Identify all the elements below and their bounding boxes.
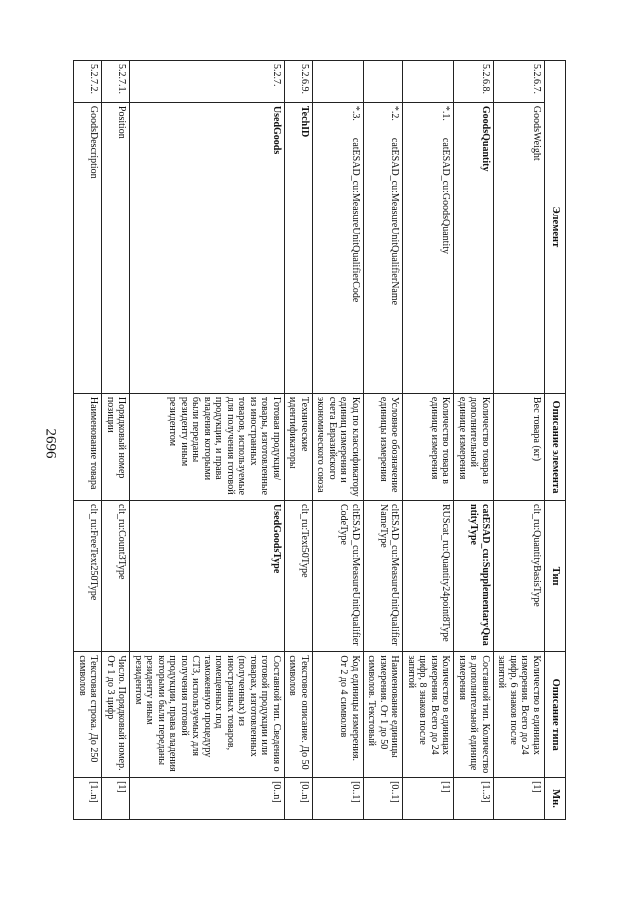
header-element-description: Описание элемента	[545, 393, 566, 500]
row-number	[403, 61, 454, 103]
element-description: Код по классификатору единиц измерения и счета Евразийского экономического союза	[313, 393, 364, 500]
header-type-description: Описание типа	[545, 652, 566, 778]
table-row	[130, 61, 285, 820]
multiplicity: [0..1]	[364, 778, 404, 820]
element-name: GoodsDescription	[88, 105, 100, 179]
table-row	[102, 61, 130, 820]
element-name: catESAD_cu:MeasureUnitQualifierCode	[350, 137, 361, 303]
type-description: Код единицы измерения. От 2 до 4 символов	[313, 652, 364, 778]
element-name-cell	[102, 102, 130, 393]
element-name-cell	[285, 102, 313, 393]
element-description: Количество товара в единице измерения	[403, 393, 454, 500]
type-description: Количество в единицах измерения. Всего до 24 цифр, 8 знаков после запятой	[403, 652, 454, 778]
multiplicity: [1]	[102, 778, 130, 820]
type-description: Количество в единицах измерения. Всего до 24 цифр, 6 знаков после запятой	[494, 652, 545, 778]
element-name: catESAD_cu:MeasureUnitQualifierName	[389, 137, 401, 306]
table-row	[285, 61, 313, 820]
sub-index: *.1.	[440, 105, 452, 121]
element-name-cell	[364, 102, 404, 393]
row-number: 5.2.7.1.	[102, 61, 130, 103]
multiplicity: [0..1]	[313, 778, 364, 820]
type-name: clt_ru:Count3Type	[102, 501, 130, 652]
table-header-row	[545, 61, 566, 820]
page-number: 2696	[42, 428, 59, 459]
type-name: clt_ru:Text50Type	[285, 501, 313, 652]
multiplicity: [1..3]	[454, 778, 494, 820]
element-description: Технические идентификаторы	[285, 393, 313, 500]
rotated-table-container	[77, 60, 566, 820]
type-name: clt_ru:FreeText250Type	[74, 501, 102, 652]
type-description: Число. Порядковый номер. От 1 до 3 цифр	[102, 652, 130, 778]
table-row	[364, 61, 404, 820]
element-name: GoodsWeight	[531, 105, 542, 161]
element-name-cell	[74, 102, 102, 393]
type-name: UsedGoodsType	[130, 501, 285, 652]
row-number: 5.2.6.8.	[454, 61, 494, 103]
element-description: Наименование товара	[74, 393, 102, 500]
element-description: Вес товара (кг)	[494, 393, 545, 500]
element-name: GoodsQuantity	[480, 105, 491, 172]
row-number: 5.2.7.	[130, 61, 285, 103]
sub-index: *.2.	[389, 105, 401, 121]
row-number	[364, 61, 404, 103]
type-description: Текстовое описание. До 50 символов	[285, 652, 313, 778]
element-description: Порядковый номер позиции	[102, 393, 130, 500]
type-name: cltESAD_cu:MeasureUnitQualifierCodeType	[313, 501, 364, 652]
element-name-cell	[403, 102, 454, 393]
element-name-cell	[454, 102, 494, 393]
element-name-cell	[313, 102, 364, 393]
element-description: Готовая продукция/товары, изготовленные из иностранных товаров, используемые для получения готовой продукции, и права владения которыми были переданы резиденту иным резидентом	[130, 393, 285, 500]
element-name: TechID	[299, 105, 310, 138]
table-row	[454, 61, 494, 820]
table-row	[494, 61, 545, 820]
table-row	[403, 61, 454, 820]
type-name: cltESAD_cu:MeasureUnitQualifierNameType	[364, 501, 404, 652]
multiplicity: [1..n]	[74, 778, 102, 820]
element-name-cell	[130, 102, 285, 393]
header-type: Тип	[545, 501, 566, 652]
multiplicity: [1]	[494, 778, 545, 820]
row-number: 5.2.6.7.	[494, 61, 545, 103]
element-name: UsedGoods	[271, 105, 282, 155]
header-element: Элемент	[545, 61, 566, 394]
type-name: RUScat_ru:Quantity24point8Type	[403, 501, 454, 652]
row-number: 5.2.6.9.	[285, 61, 313, 103]
spec-table	[74, 60, 567, 820]
element-description: Количество товара в дополнительной единице измерения	[454, 393, 494, 500]
sub-index: *.3.	[350, 105, 361, 121]
header-multiplicity: Мн.	[545, 778, 566, 820]
table-row	[74, 61, 102, 820]
type-description: Текстовая строка. До 250 символов	[74, 652, 102, 778]
type-name: clt_ru:QuantityBasisType	[494, 501, 545, 652]
multiplicity: [1]	[403, 778, 454, 820]
table-row	[313, 61, 364, 820]
type-name: catESAD_cu:SupplementaryQuantityType	[454, 501, 494, 652]
type-description: Наименование единицы измерения. От 1 до 50 символов. Текстовый	[364, 652, 404, 778]
multiplicity: [0..n]	[130, 778, 285, 820]
table-body	[74, 61, 545, 820]
element-name: Position	[116, 105, 128, 139]
row-number	[313, 61, 364, 103]
element-name-cell	[494, 102, 545, 393]
element-description: Условное обозначение единицы измерения	[364, 393, 404, 500]
type-description: Составной тип. Количество в дополнительной единице измерения	[454, 652, 494, 778]
row-number: 5.2.7.2.	[74, 61, 102, 103]
type-description: Составной тип. Сведения о готовой продукции или товарах, изготовленных (полученных) из иностранных товаров, помещенных под таможенную процедуру СТЗ, используемых для получения готовой продукции, права владения которыми были переданы резиденту иным резидентом	[130, 652, 285, 778]
element-name: catESAD_cu:GoodsQuantity	[440, 137, 452, 254]
multiplicity: [0..n]	[285, 778, 313, 820]
